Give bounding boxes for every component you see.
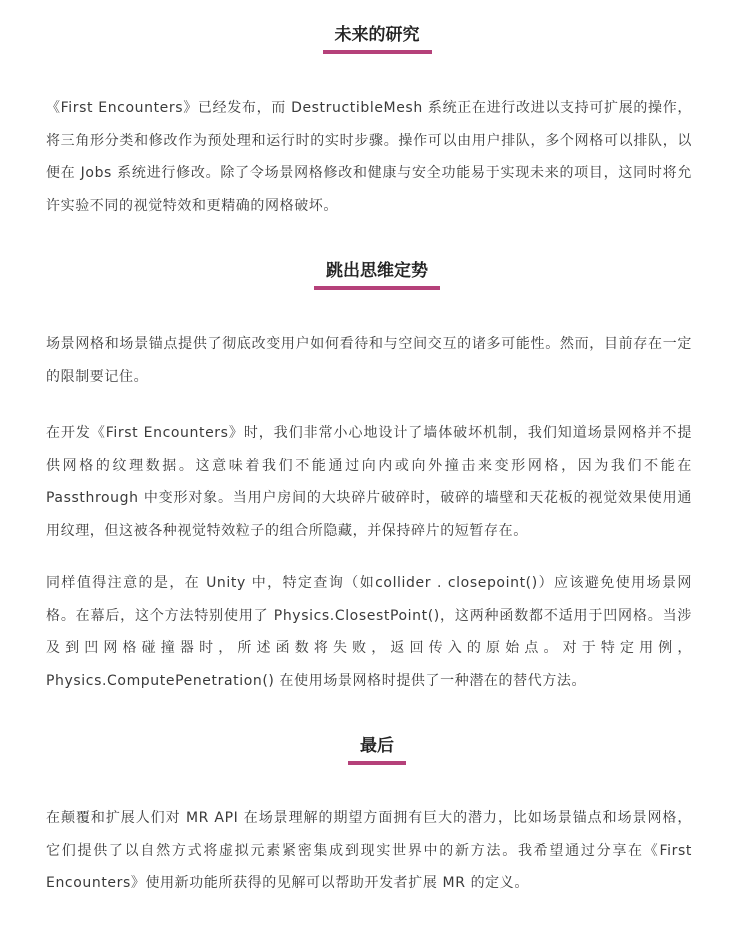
paragraph-wall-destruction: 在开发《First Encounters》时，我们非常小心地设计了墙体破坏机制，我们知道场景网格并不提供网格的纹理数据。这意味着我们不能通过向内或向外撞击来变形网格，因为我们不能在 Passthrough 中变形对象。当用户房间的大块碎片破碎时，破碎的墙壁和天花板的视觉效果使用通用纹理，但这被各种视觉特效粒子的组合所隐藏，并保持碎片的短暂存在。 bbox=[46, 425, 692, 539]
section-heading: 最后 bbox=[348, 735, 406, 765]
heading-conclusion bbox=[0, 735, 754, 765]
heading-future-research bbox=[0, 24, 754, 54]
paragraph-scene-mesh-limits: 场景网格和场景锚点提供了彻底改变用户如何看待和与空间交互的诸多可能性。然而，目前存在一定的限制要记住。 bbox=[46, 336, 692, 385]
paragraph-conclusion: 在颠覆和扩展人们对 MR API 在场景理解的期望方面拥有巨大的潜力，比如场景锚点和场景网格，它们提供了以自然方式将虚拟元素紧密集成到现实世界中的新方法。我希望通过分享在《First Encounters》使用新功能所获得的见解可以帮助开发者扩展 MR 的定义。 bbox=[46, 810, 692, 891]
section-heading: 跳出思维定势 bbox=[314, 260, 440, 290]
heading-think-outside-box bbox=[0, 260, 754, 290]
paragraph-unity-queries: 同样值得注意的是，在 Unity 中，特定查询（如collider . closepoint()）应该避免使用场景网格。在幕后，这个方法特别使用了 Physics.ClosestPoint()，这两种函数都不适用于凹网格。当涉及到凹网格碰撞器时，所述函数将失败，返回传入的原始点。对于特定用例，Physics.ComputePenetration() 在使用场景网格时提供了一种潜在的替代方法。 bbox=[46, 575, 692, 689]
section-heading: 未来的研究 bbox=[323, 24, 432, 54]
paragraph-future-research: 《First Encounters》已经发布，而 DestructibleMesh 系统正在进行改进以支持可扩展的操作，将三角形分类和修改作为预处理和运行时的实时步骤。操作可以由用户排队，多个网格可以排队，以便在 Jobs 系统进行修改。除了令场景网格修改和健康与安全功能易于实现未来的项目，这同时将允许实验不同的视觉特效和更精确的网格破坏。 bbox=[46, 100, 692, 214]
